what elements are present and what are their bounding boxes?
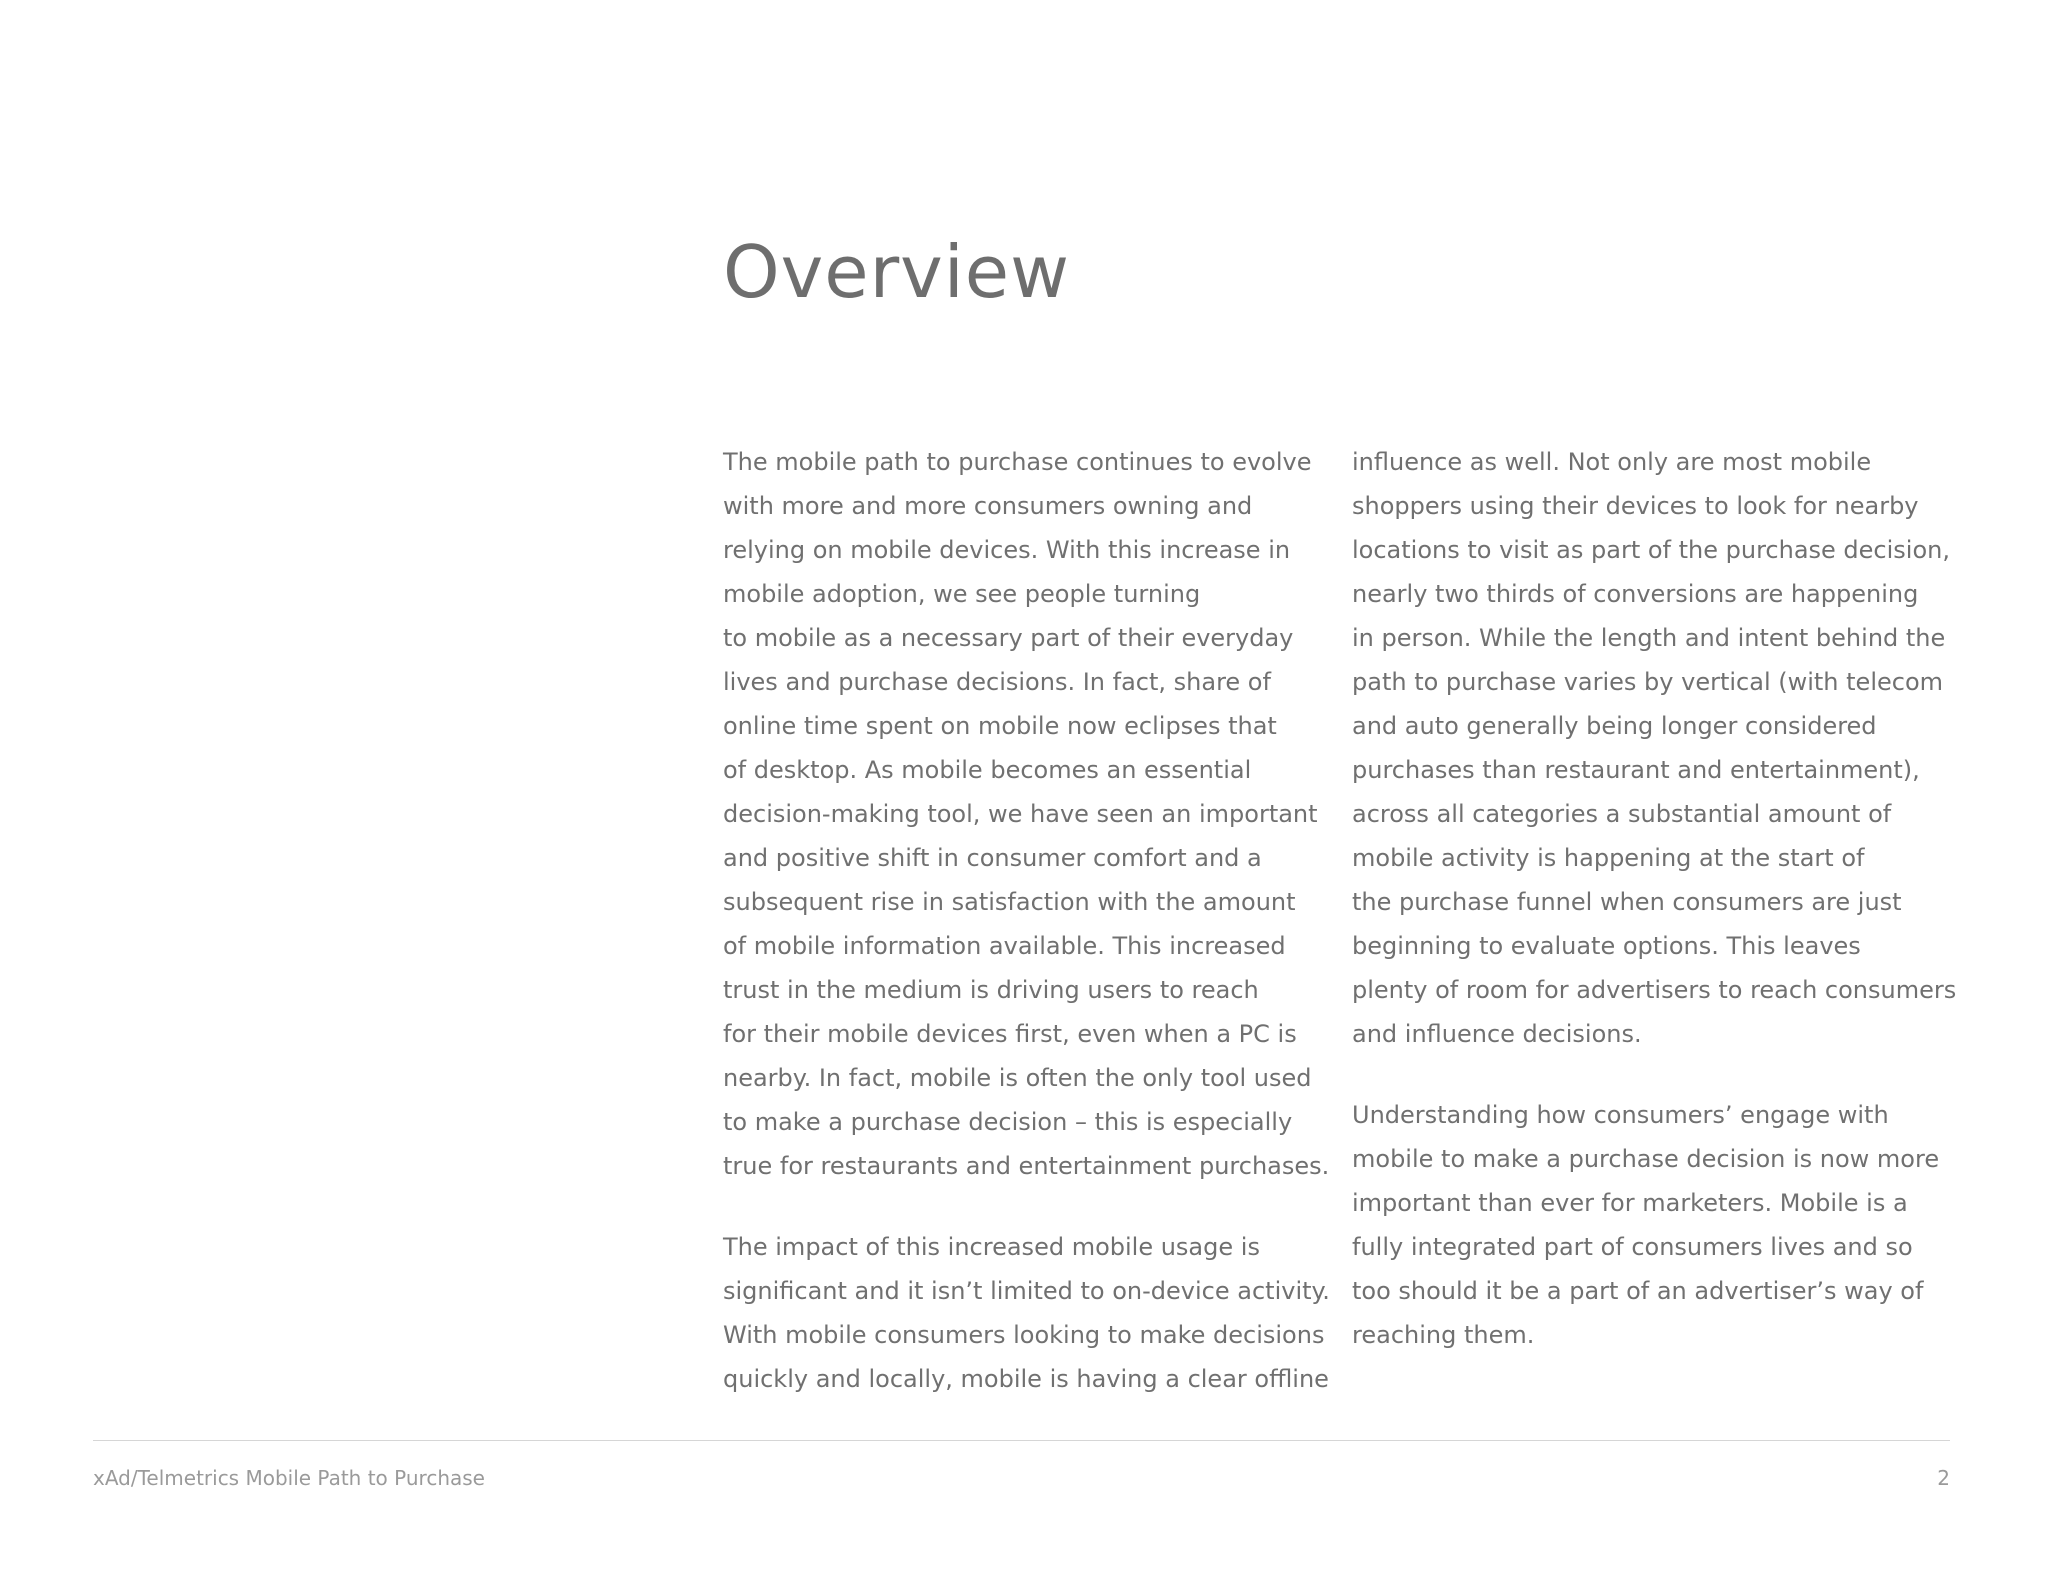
text-line: online time spent on mobile now eclipses that bbox=[723, 712, 1277, 740]
text-line: quickly and locally, mobile is having a clear offline bbox=[723, 1365, 1329, 1393]
text-line: with more and more consumers owning and bbox=[723, 492, 1253, 520]
text-line: to mobile as a necessary part of their everyday bbox=[723, 624, 1294, 652]
body-column-right bbox=[1352, 440, 1962, 1394]
paragraph-intro bbox=[723, 440, 1343, 1188]
text-line: decision-making tool, we have seen an important bbox=[723, 800, 1318, 828]
paragraph-impact bbox=[723, 1225, 1343, 1401]
text-line: The mobile path to purchase continues to evolve bbox=[723, 448, 1312, 476]
text-line: nearby. In fact, mobile is often the only tool used bbox=[723, 1064, 1312, 1092]
text-line: too should it be a part of an advertiser’s way of bbox=[1352, 1277, 1924, 1305]
text-line: the purchase funnel when consumers are just bbox=[1352, 888, 1902, 916]
text-line: subsequent rise in satisfaction with the amount bbox=[723, 888, 1296, 916]
text-line: locations to visit as part of the purchase decision, bbox=[1352, 536, 1950, 564]
page-title: Overview bbox=[723, 230, 1070, 314]
text-line: With mobile consumers looking to make decisions bbox=[723, 1321, 1325, 1349]
text-line: purchases than restaurant and entertainment), bbox=[1352, 756, 1920, 784]
text-line: significant and it isn’t limited to on-device activity. bbox=[723, 1277, 1330, 1305]
paragraph-impact-continued bbox=[1352, 440, 1962, 1056]
text-line: and positive shift in consumer comfort and a bbox=[723, 844, 1262, 872]
text-line: fully integrated part of consumers lives and so bbox=[1352, 1233, 1913, 1261]
body-column-left bbox=[723, 440, 1343, 1438]
text-line: to make a purchase decision – this is especially bbox=[723, 1108, 1293, 1136]
text-line: mobile to make a purchase decision is now more bbox=[1352, 1145, 1940, 1173]
text-line: lives and purchase decisions. In fact, share of bbox=[723, 668, 1271, 696]
text-line: The impact of this increased mobile usage is bbox=[723, 1233, 1260, 1261]
text-line: path to purchase varies by vertical (with telecom bbox=[1352, 668, 1944, 696]
text-line: in person. While the length and intent behind the bbox=[1352, 624, 1946, 652]
text-line: beginning to evaluate options. This leaves bbox=[1352, 932, 1861, 960]
paragraph-understanding bbox=[1352, 1093, 1962, 1357]
text-line: for their mobile devices first, even when a PC is bbox=[723, 1020, 1297, 1048]
text-line: across all categories a substantial amount of bbox=[1352, 800, 1892, 828]
text-line: of desktop. As mobile becomes an essential bbox=[723, 756, 1252, 784]
text-line: shoppers using their devices to look for nearby bbox=[1352, 492, 1919, 520]
footer-divider bbox=[93, 1440, 1950, 1441]
text-line: relying on mobile devices. With this increase in bbox=[723, 536, 1291, 564]
text-line: mobile adoption, we see people turning bbox=[723, 580, 1201, 608]
text-line: of mobile information available. This increased bbox=[723, 932, 1286, 960]
text-line: influence as well. Not only are most mobile bbox=[1352, 448, 1872, 476]
text-line: Understanding how consumers’ engage with bbox=[1352, 1101, 1889, 1129]
footer-document-title: xAd/Telmetrics Mobile Path to Purchase bbox=[93, 1466, 485, 1490]
text-line: reaching them. bbox=[1352, 1321, 1535, 1349]
text-line: nearly two thirds of conversions are happening bbox=[1352, 580, 1919, 608]
footer-page-number: 2 bbox=[1937, 1466, 1950, 1490]
text-line: and influence decisions. bbox=[1352, 1020, 1642, 1048]
text-line: true for restaurants and entertainment purchases. bbox=[723, 1152, 1330, 1180]
text-line: mobile activity is happening at the start of bbox=[1352, 844, 1865, 872]
text-line: and auto generally being longer considered bbox=[1352, 712, 1877, 740]
text-line: plenty of room for advertisers to reach consumers bbox=[1352, 976, 1957, 1004]
text-line: trust in the medium is driving users to reach bbox=[723, 976, 1259, 1004]
text-line: important than ever for marketers. Mobile is a bbox=[1352, 1189, 1908, 1217]
